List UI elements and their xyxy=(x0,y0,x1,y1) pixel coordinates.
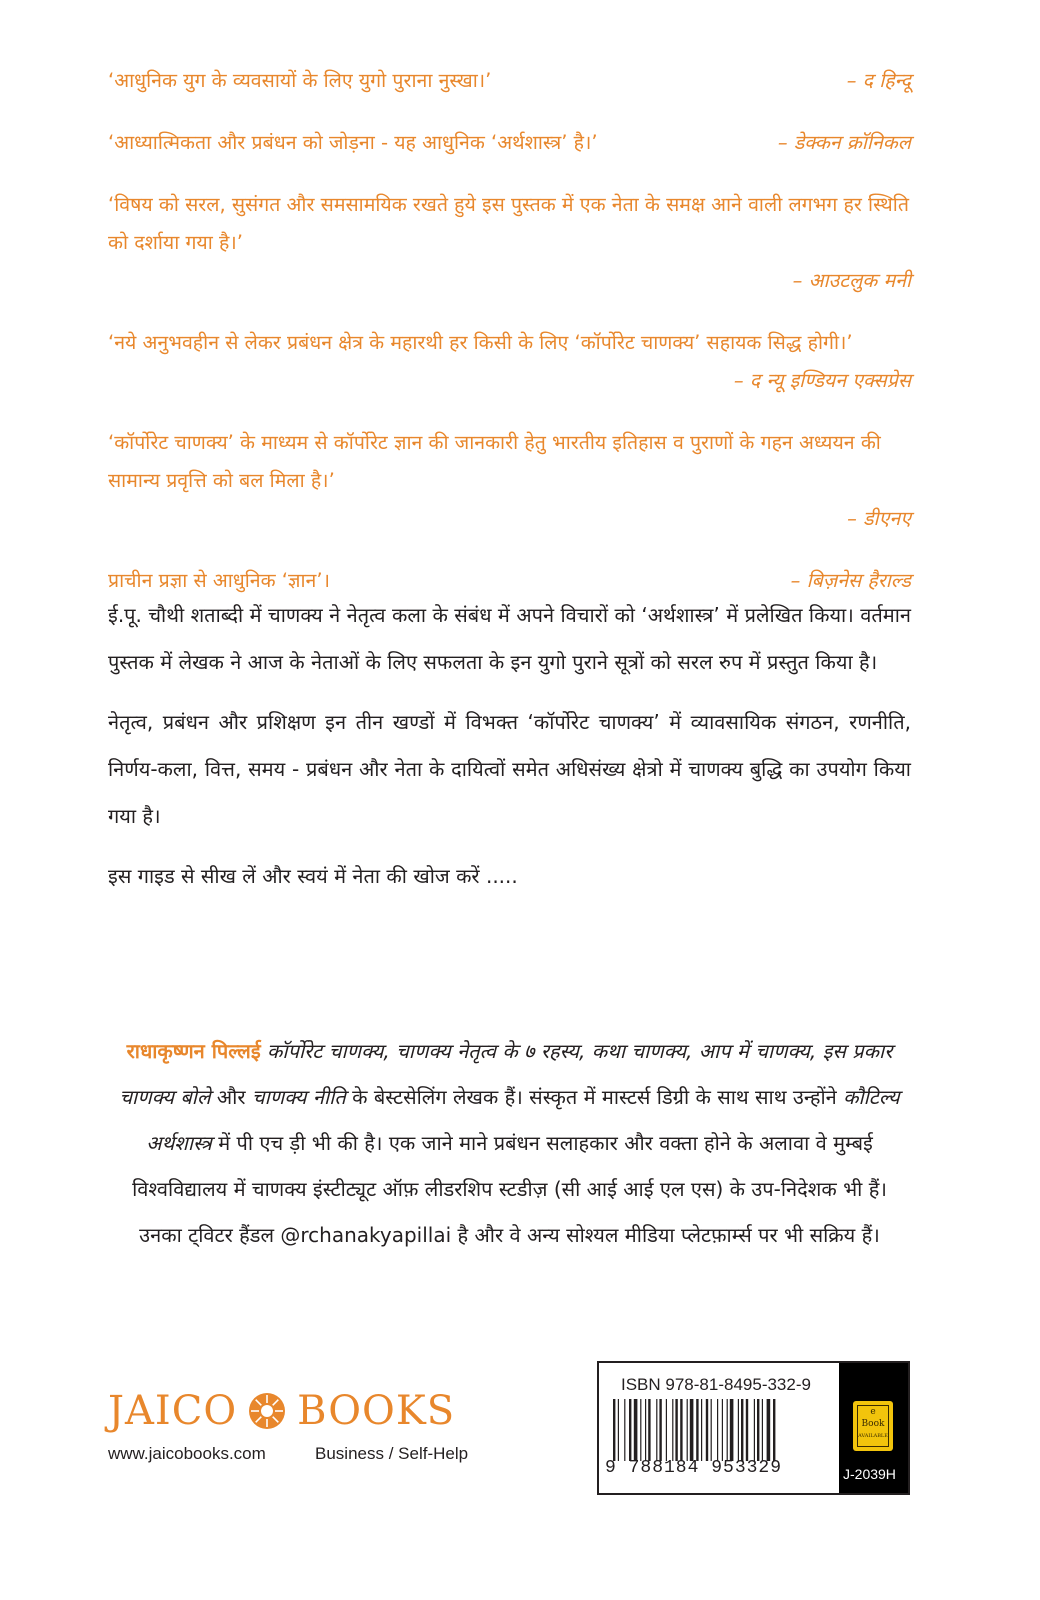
quote-source: – डेक्कन क्रॉनिकल xyxy=(777,131,911,154)
barcode-bar xyxy=(656,1399,657,1461)
barcode-bar xyxy=(659,1399,661,1461)
bio-book-titles: कॉर्पोरेट चाणक्य, चाणक्य नेतृत्व के ७ रहस्य, कथा चाणक्य, आप में चाणक्य, इस प्रकार चाणक्य बोले xyxy=(119,1039,893,1109)
bio-text: में पी एच ड़ी भी की है। एक जाने माने प्रबंधन सलाहकार और वक्ता होने के अलावा वे मुम्बई विश्वविद्यालय में चाणक्य इंस्टीट्यूट ऑफ़ लीडरशिप स्टडीज़ (सी आई आई एल एस) के उप-निदेशक भी हैं। उनका ट्विटर हैंडल @rchanakyapillai है और वे अन्य सोश्यल मीडिया प्लेटफ़ार्म्स पर भी सक्रिय हैं। xyxy=(132,1131,887,1247)
barcode-bar xyxy=(757,1399,759,1461)
author-bio xyxy=(108,1028,911,1258)
barcode-bar xyxy=(738,1399,739,1461)
barcode-bar xyxy=(701,1399,702,1461)
quote-source: – द न्यू इण्डियन एक्सप्रेस xyxy=(733,369,911,392)
barcode-bar xyxy=(741,1399,743,1461)
quote-source: – आउटलुक मनी xyxy=(792,269,911,292)
barcode-bar xyxy=(706,1399,708,1461)
quote-text: ‘आध्यात्मिकता और प्रबंधन को जोड़ना - यह आधुनिक ‘अर्थशास्त्र’ है।’ xyxy=(108,131,598,154)
quote-text: प्राचीन प्रज्ञा से आधुनिक ‘ज्ञान’। xyxy=(108,569,330,592)
quote-item xyxy=(108,324,911,400)
ebook-e: e xyxy=(870,1407,876,1417)
ebook-available: AVAILABLE xyxy=(858,1433,888,1439)
barcode-bar xyxy=(717,1399,718,1461)
bio-book-title: कौटिल्य अर्थशास्त्र xyxy=(146,1085,900,1155)
barcode-bar xyxy=(613,1399,615,1461)
barcode-bar xyxy=(773,1399,775,1461)
book-description xyxy=(108,592,911,913)
ebook-available-icon xyxy=(853,1401,893,1451)
barcode-bar xyxy=(762,1399,763,1461)
quote-item xyxy=(108,124,911,162)
barcode-bar xyxy=(722,1399,723,1461)
barcode-bar xyxy=(629,1399,631,1461)
publisher-website[interactable]: www.jaicobooks.com xyxy=(108,1444,266,1463)
quote-item xyxy=(108,424,911,538)
barcode-bar xyxy=(666,1399,667,1461)
barcode-bar xyxy=(687,1399,688,1461)
quote-text: ‘आधुनिक युग के व्यवसायों के लिए युगो पुराना नुस्खा।’ xyxy=(108,69,492,92)
description-paragraph: इस गाइड से सीख लें और स्वयं में नेता की खोज करें ..... xyxy=(108,864,518,888)
book-category: Business / Self-Help xyxy=(315,1444,469,1463)
barcode-bar xyxy=(690,1399,694,1461)
barcode-bar xyxy=(711,1399,712,1461)
barcode-bar xyxy=(618,1399,619,1461)
barcode-bars xyxy=(609,1399,831,1461)
barcode-digits: 9 788184 953329 xyxy=(605,1458,783,1478)
quote-source: – द हिन्दू xyxy=(846,69,911,92)
barcode-bar xyxy=(727,1399,728,1461)
ebook-word: Book xyxy=(861,1419,885,1429)
barcode-bar xyxy=(645,1399,646,1461)
logo-word-left: JAICO xyxy=(108,1388,238,1434)
barcode-bar xyxy=(767,1399,771,1461)
barcode-bar xyxy=(634,1399,638,1461)
quote-source: – बिज़नेस हैराल्ड xyxy=(790,569,911,592)
barcode-bar xyxy=(730,1399,734,1461)
barcode-panel xyxy=(597,1361,910,1495)
isbn-label: ISBN 978-81-8495-332-9 xyxy=(621,1375,811,1394)
barcode-bar xyxy=(624,1399,625,1461)
quote-item xyxy=(108,62,911,100)
quote-text: ‘कॉर्पोरेट चाणक्य’ के माध्यम से कॉर्पोरेट ज्ञान की जानकारी हेतु भारतीय इतिहास व पुराणों के गहन अध्ययन की सामान्य प्रवृत्ति को बल मिला है।’ xyxy=(108,431,881,492)
publisher-logo xyxy=(108,1388,455,1434)
product-code: J-2039H xyxy=(843,1466,896,1482)
logo-word-right: BOOKS xyxy=(297,1388,456,1434)
barcode-bar xyxy=(680,1399,682,1461)
bio-text: के बेस्टसेलिंग लेखक हैं। संस्कृत में मास्टर्स डिग्री के साथ साथ उन्होंने xyxy=(345,1085,844,1109)
quote-source: – डीएनए xyxy=(847,507,911,530)
barcode-bar xyxy=(672,1399,673,1461)
barcode-bar xyxy=(746,1399,748,1461)
ebook-panel xyxy=(839,1363,908,1493)
description-paragraph: ई.पू. चौथी शताब्दी में चाणक्य ने नेतृत्व कला के संबंध में अपने विचारों को ‘अर्थशास्त्र’ में प्रलेखित किया। वर्तमान पुस्तक में लेखक ने आज के नेताओं के लिए सफलता के इन युगो पुराने सूत्रों को सरल रुप में प्रस्तुत किया है। xyxy=(108,603,911,674)
barcode-bar xyxy=(648,1399,650,1461)
author-name: राधाकृष्णन पिल्लई xyxy=(126,1039,261,1063)
bio-text: और xyxy=(210,1085,252,1109)
description-paragraph: नेतृत्व, प्रबंधन और प्रशिक्षण इन तीन खण्डों में विभक्त ‘कॉर्पोरेट चाणक्य’ में व्यावसायिक संगठन, रणनीति, निर्णय-कला, वित्त, समय - प्रबंधन और नेता के दायित्वों समेत अधिसंख्य क्षेत्रो में चाणक्य बुद्धि का उपयोग किया गया है। xyxy=(108,710,911,828)
barcode-bar xyxy=(754,1399,755,1461)
sun-emblem-icon xyxy=(247,1391,287,1431)
barcode-bar xyxy=(675,1399,677,1461)
quote-item xyxy=(108,186,911,300)
barcode-bar xyxy=(696,1399,698,1461)
quote-text: ‘विषय को सरल, सुसंगत और समसामयिक रखते हुये इस पुस्तक में एक नेता के समक्ष आने वाली लगभग हर स्थिति को दर्शाया गया है।’ xyxy=(108,193,909,254)
quote-text: ‘नये अनुभवहीन से लेकर प्रबंधन क्षेत्र के महारथी हर किसी के लिए ‘कॉर्पोरेट चाणक्य’ सहायक सिद्ध होगी।’ xyxy=(108,331,853,354)
review-quotes xyxy=(108,62,911,624)
bio-book-title: चाणक्य नीति xyxy=(251,1085,346,1109)
barcode-bar xyxy=(640,1399,641,1461)
